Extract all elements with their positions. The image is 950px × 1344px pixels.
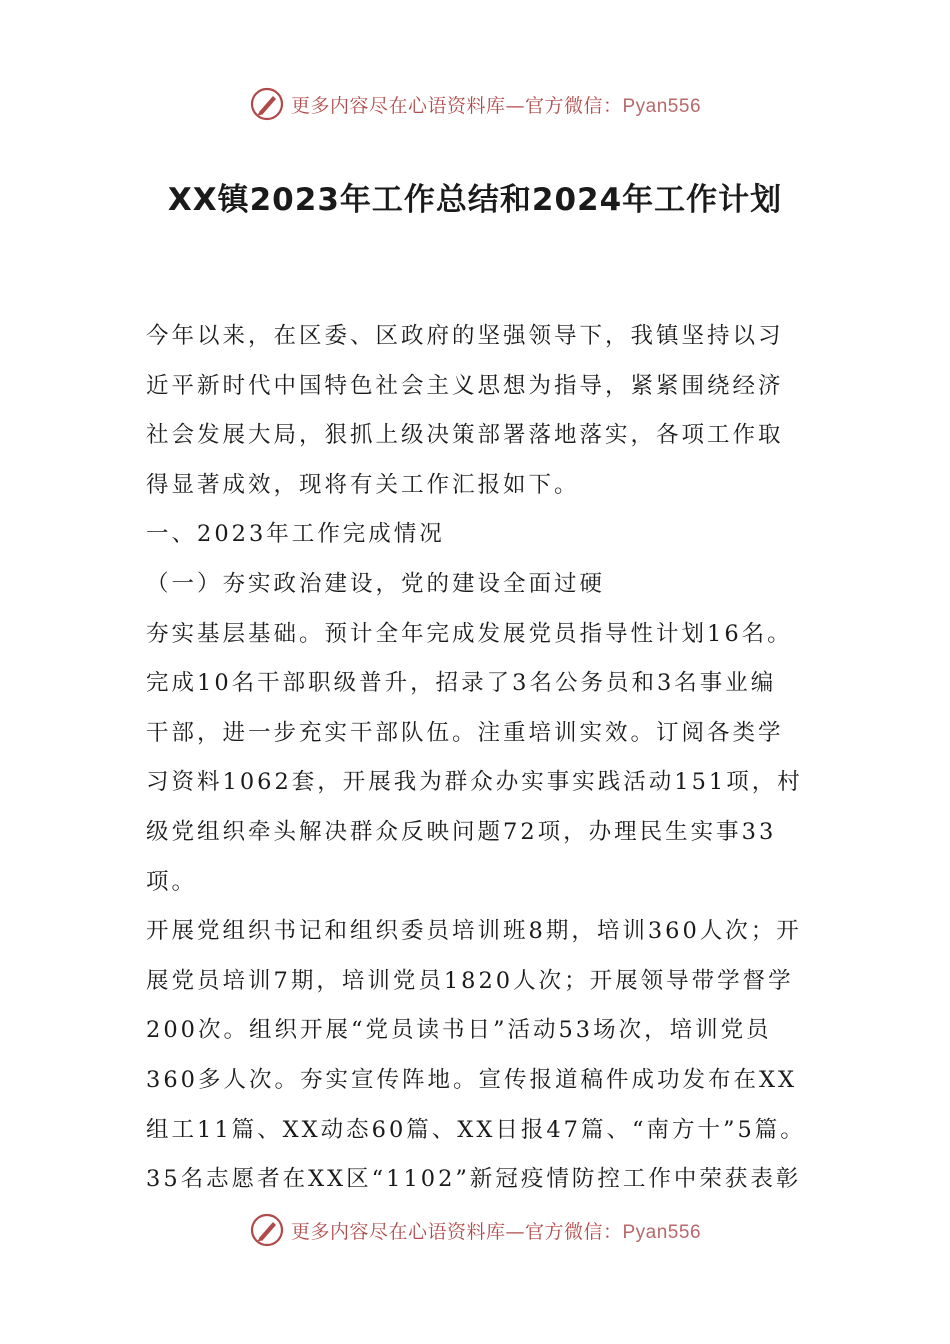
paragraph-line: 今年以来，在区委、区政府的坚强领导下，我镇坚持以习 <box>146 323 784 349</box>
paragraph-line: 级党组织牵头解决群众反映问题72项，办理民生实事33项。 <box>146 818 777 895</box>
paragraph-line: 完成10名干部职级普升，招录了3名公务员和3名事业编 <box>146 670 777 697</box>
paragraph-line: 社会发展大局，狠抓上级决策部署落地落实，各项工作取 <box>146 422 784 449</box>
paragraph-line: 干部，进一步充实干部队伍。注重培训实效。订阅各类学 <box>146 719 784 746</box>
paragraph-line: 展党员培训7期，培训党员1820人次；开展领导带学督学 <box>146 967 794 994</box>
paragraph-line: 夯实基层基础。预计全年完成发展党员指导性计划16名。 <box>146 620 793 647</box>
subsection-heading: （一）夯实政治建设，党的建设全面过硬 <box>146 570 606 597</box>
watermark-header <box>0 86 950 122</box>
paragraph-line: 得显著成效，现将有关工作汇报如下。 <box>146 471 580 498</box>
watermark-footer <box>0 1212 950 1248</box>
watermark-wechat-id: Pyan556 <box>622 1221 702 1243</box>
watermark-text: 更多内容尽在心语资料库—官方微信：Pyan556 <box>290 1220 702 1243</box>
paragraph-line: 开展党组织书记和组织委员培训班8期，培训360人次；开 <box>146 918 802 945</box>
watermark-wechat-id: Pyan556 <box>622 95 702 117</box>
pen-logo-icon <box>249 1212 285 1248</box>
paragraph-line: 35名志愿者在XX区“1102”新冠疫情防控工作中荣获表彰 <box>146 1166 802 1193</box>
paragraph-line: 组工11篇、XX动态60篇、XX日报47篇、“南方十”5篇。 <box>146 1116 806 1143</box>
pen-logo-icon <box>249 86 285 122</box>
paragraph-line: 360多人次。夯实宣传阵地。宣传报道稿件成功发布在XX <box>146 1066 797 1093</box>
paragraph-line: 近平新时代中国特色社会主义思想为指导，紧紧围绕经济 <box>146 372 784 399</box>
watermark-text: 更多内容尽在心语资料库—官方微信：Pyan556 <box>290 94 702 117</box>
paragraph-line: 200次。组织开展“党员读书日”活动53场次，培训党员 <box>146 1017 772 1044</box>
document-title: XX镇2023年工作总结和2024年工作计划 <box>167 182 783 218</box>
section-heading: 一、2023年工作完成情况 <box>146 521 445 548</box>
paragraph-line: 习资料1062套，开展我为群众办实事实践活动151项，村 <box>146 769 803 796</box>
document-body <box>146 312 811 1205</box>
